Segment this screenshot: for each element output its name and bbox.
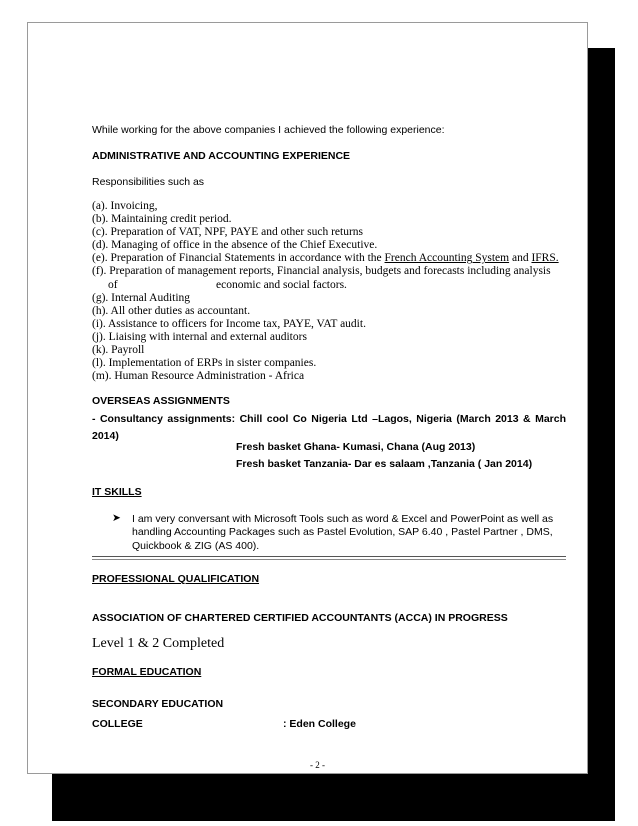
divider-line [92,556,566,557]
responsibilities-list [92,200,559,383]
page-number: - 2 - [310,760,325,770]
list-item: (c). Preparation of VAT, NPF, PAYE and other such returns [92,226,364,239]
list-item: (e). Preparation of Financial Statements in accordance with the French Accounting System and IFRS. [92,252,559,265]
arrow-bullet-icon: ➤ [112,512,121,524]
overseas-line-2: 2014) [92,430,119,442]
overseas-heading: OVERSEAS ASSIGNMENTS [92,395,230,407]
list-item: (j). Liaising with internal and external auditors [92,330,307,343]
list-item: (h). All other duties as accountant. [92,304,251,317]
list-item: (g). Internal Auditing [92,291,191,304]
acca-level: Level 1 & 2 Completed [92,636,225,651]
secondary-education-heading: SECONDARY EDUCATION [92,698,224,710]
list-item: (m). Human Resource Administration - Africa [92,370,305,383]
list-item: (i). Assistance to officers for Income tax, PAYE, VAT audit. [92,317,366,330]
list-item: (b). Maintaining credit period. [92,213,232,226]
list-item: (f). Preparation of management reports, Financial analysis, budgets and forecasts including analysis [92,265,551,278]
professional-heading: PROFESSIONAL QUALIFICATION [92,573,260,585]
admin-subheading: Responsibilities such as [92,176,205,188]
college-label: COLLEGE [92,718,143,730]
french-accounting-system-link: French Accounting System [384,252,510,265]
list-item: (l). Implementation of ERPs in sister companies. [92,357,317,370]
list-item: (d). Managing of office in the absence of the Chief Executive. [92,239,378,252]
overseas-line-1: - Consultancy assignments: Chill cool Co Nigeria Ltd –Lagos, Nigeria (March 2013 & March [92,413,566,425]
it-skills-heading: IT SKILLS [92,486,142,498]
list-item: (a). Invoicing, [92,200,158,212]
admin-heading: ADMINISTRATIVE AND ACCOUNTING EXPERIENCE [92,150,351,162]
overseas-line-3: Fresh basket Ghana- Kumasi, Chana (Aug 2013) [236,441,476,453]
list-item: (k). Payroll [92,344,145,357]
list-item: of economic and social factors. [108,278,347,291]
it-skills-line-2: handling Accounting Packages such as Pastel Evolution, SAP 6.40 , Pastel Partner , DMS, [132,526,553,538]
it-skills-line-3: Quickbook & ZIG (AS 400). [132,540,260,552]
divider-line [92,559,566,560]
intro-text: While working for the above companies I achieved the following experience: [92,124,445,136]
acca-heading: ASSOCIATION OF CHARTERED CERTIFIED ACCOUNTANTS (ACCA) IN PROGRESS [92,612,508,624]
ifrs-link: IFRS. [531,252,559,265]
it-skills-line-1: I am very conversant with Microsoft Tools such as word & Excel and PowerPoint as well as [132,513,554,525]
college-value: : Eden College [283,718,356,730]
overseas-line-4: Fresh basket Tanzania- Dar es salaam ,Tanzania ( Jan 2014) [236,458,533,470]
formal-education-heading: FORMAL EDUCATION [92,666,202,678]
